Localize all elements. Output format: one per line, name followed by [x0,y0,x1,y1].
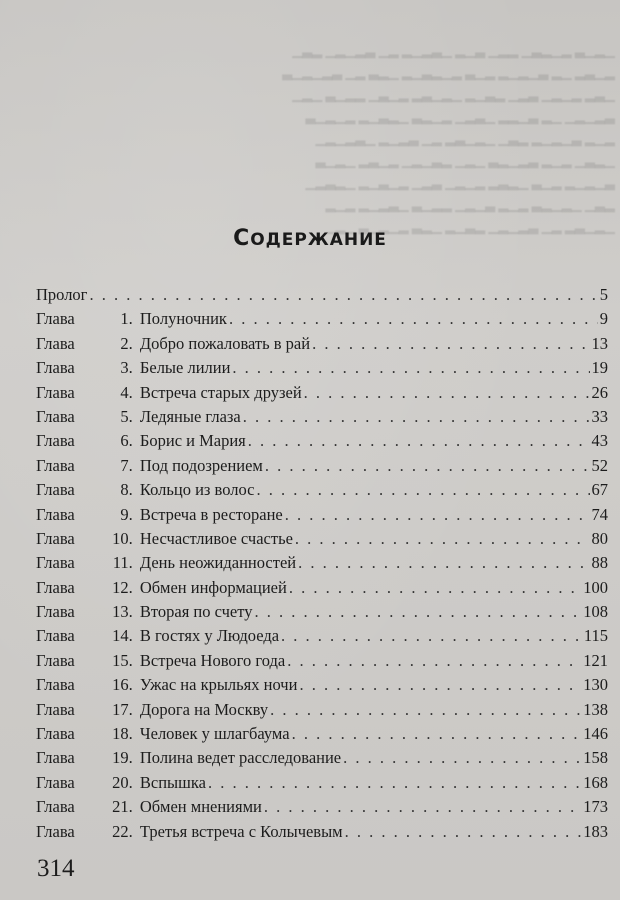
toc-page-number: 80 [591,528,608,548]
toc-entry-label [36,454,263,478]
toc-entry-label [36,503,283,527]
toc-chapter-word: Глава [36,504,75,524]
toc-page-number: 26 [591,382,608,402]
toc-chapter-title: Встреча старых друзей [139,382,302,402]
dot-leader [248,429,590,453]
toc-page-number: 158 [583,748,608,768]
dot-leader [208,771,581,795]
toc-page-number: 130 [583,675,608,695]
toc-page-number: 52 [591,455,608,475]
toc-entry [36,624,608,648]
toc-entry-label [36,332,310,356]
toc-chapter-word: Глава [36,748,75,768]
toc-page-number: 138 [583,699,608,719]
toc-chapter-number: 4. [120,382,133,402]
toc-entry-label [36,722,290,746]
bleed-through-text: ▁▂▁▃ ▂▁▂▃▁ ▂▂▁ ▃▁▂ ▁▃▂▁▂ ▂▁ ▃▂▁▂▁ ▂▃▁ ▂▁▃▂ ▁▂ ▃▁▂▁▂ ▂▁▃ ▂▁▂▃▁▂ ▁▂▃ ▂▁ ▃▂▁▂▁▃ ▁▃▂ ▂▁▂▁ ▃▂▁ ▂▃▁▂ ▁▂▁▃▂ ▂▁▃▁ ▂▂▁▃ ▁▂▁ ▃▂▁▂▁ ▁▂ ▃▁▂▂ ▁▃▂▁ ▂▁▂▃ ▁▂▃▁▂ ▂▁▂▁▃ ▂▁▂ ▃▁▂▁▂ ▂▃▁ ▁▂▁▃▂ ▂▁ ▃▂▁▂ ▁▃▂▁▂▁ ▁▂▃▁ ▂▁▂ ▃▂▁▂▃ ▁▂▁ ▂▃▁▂▁ ▂▁▃▂ ▁▂▁▃ ▃▁▂▁▂ ▂▁▃ ▁▂▃▂ ▂▁▂▁ ▃▂▁ ▂▁▃▁▂ ▁▂▃▂▁ ▂▃▁ ▁▂▁▂▃ ▂▁▂ ▃▁▂▁ ▂▂▁▃ ▁▃▂▁▂ ▂▁▂ ▁▂▁▃▂ ▂▁ ▃▂▁▂▁ ▂▃▁▂ ▁▂▃ ▂▁▂▁▃ ▁▂▁ [282,43,615,234]
toc-entry-label [36,771,206,795]
toc-chapter-title: Кольцо из волос [139,480,255,500]
toc-page-number: 100 [583,577,608,597]
toc-chapter-number: 14. [112,626,133,646]
toc-chapter-number: 15. [112,650,133,670]
toc-entry-label [36,820,343,844]
toc-entry-label [36,356,230,380]
toc-chapter-number: 19. [112,748,133,768]
toc-page-number: 168 [583,772,608,792]
toc-entry [36,576,608,600]
dot-leader [343,746,581,770]
toc-entry-label [36,551,296,575]
toc-chapter-number: 9. [120,504,133,524]
toc-entry [36,600,608,624]
toc-entry-label [36,307,227,331]
toc-entry-label [36,624,279,648]
toc-chapter-title: Борис и Мария [139,431,246,451]
dot-leader [255,600,582,624]
toc-chapter-title: Дорога на Москву [139,699,269,719]
toc-chapter-number: 7. [120,455,133,475]
dot-leader [289,576,581,600]
toc-chapter-title: Белые лилии [139,358,231,378]
toc-chapter-word: Глава [36,406,75,426]
toc-chapter-word: Глава [36,797,75,817]
dot-leader [312,332,589,356]
toc-chapter-title: Обмен мнениями [139,797,262,817]
toc-chapter-word: Глава [36,333,75,353]
toc-chapter-number: 18. [112,724,133,744]
toc-page-number: 115 [583,626,608,646]
toc-entry-label [36,649,285,673]
toc-chapter-number: 11. [112,553,133,573]
dot-leader [265,454,590,478]
toc-chapter-word: Глава [36,626,75,646]
dot-leader [304,381,590,405]
page-title: СОДЕРЖАНИЕ [233,226,387,251]
toc-chapter-word: Глава [36,821,75,841]
dot-leader [232,356,589,380]
toc-chapter-word: Глава [36,382,75,402]
toc-entry [36,820,608,844]
toc-chapter-title: Третья встреча с Колычевым [139,821,343,841]
dot-leader [229,307,598,331]
toc-entry [36,356,608,380]
toc-entry-label [36,698,268,722]
dot-leader [298,551,589,575]
toc-page-number: 67 [591,480,608,500]
page-number: 314 [37,855,75,882]
toc-chapter-word: Глава [36,675,75,695]
toc-chapter-title: Полуночник [139,309,227,329]
toc-entry [36,405,608,429]
toc-chapter-title: Обмен информацией [139,577,287,597]
toc-entry-label [36,576,287,600]
dot-leader [299,673,581,697]
toc-entry-label [36,429,246,453]
toc-chapter-title: Человек у шлагбаума [139,724,290,744]
toc-chapter-word: Глава [36,772,75,792]
toc-chapter-title: Полина ведет расследование [139,748,342,768]
toc-entry [36,551,608,575]
dot-leader [295,527,590,551]
dot-leader [89,283,597,307]
dot-leader [285,503,590,527]
toc-page-number: 9 [599,309,608,329]
toc-chapter-number: 8. [120,480,133,500]
toc-entry [36,381,608,405]
toc-chapter-word: Глава [36,650,75,670]
toc-chapter-word: Глава [36,724,75,744]
toc-chapter-word: Глава [36,577,75,597]
toc-page-number: 74 [591,504,608,524]
toc-entry-label [36,600,253,624]
toc-entry [36,307,608,331]
toc-chapter-title: Несчастливое счастье [139,528,293,548]
toc-chapter-title: Под подозрением [139,455,263,475]
toc-chapter-title: Ледяные глаза [139,406,241,426]
toc-chapter-word: Глава [36,358,75,378]
toc-chapter-word: Глава [36,699,75,719]
toc-entry [36,722,608,746]
toc-entry [36,746,608,770]
toc-page-number: 183 [583,821,608,841]
toc-chapter-title: Встреча Нового года [139,650,286,670]
toc-chapter-word: Глава [36,309,75,329]
toc-chapter-word: Глава [36,528,75,548]
dot-leader [345,820,582,844]
dot-leader [243,405,590,429]
toc-chapter-title: Встреча в ресторане [139,504,283,524]
toc-chapter-word: Пролог [36,285,88,304]
toc-entry-label [36,673,297,697]
toc-entry [36,429,608,453]
dot-leader [287,649,581,673]
toc-page-number: 173 [583,797,608,817]
toc-chapter-number: 12. [112,577,133,597]
toc-chapter-title: День неожиданностей [139,553,297,573]
dot-leader [292,722,582,746]
toc-chapter-number: 17. [112,699,133,719]
toc-chapter-word: Глава [36,553,75,573]
toc-entry [36,771,608,795]
toc-entry-label [36,405,241,429]
table-of-contents [36,283,608,844]
toc-entry-label [36,795,262,819]
toc-entry [36,454,608,478]
toc-entry [36,332,608,356]
toc-chapter-word: Глава [36,455,75,475]
toc-entry-label [36,381,302,405]
toc-page-number: 43 [591,431,608,451]
toc-entry [36,795,608,819]
toc-entry-label [36,527,293,551]
dot-leader [281,624,582,648]
toc-page-number: 13 [591,333,608,353]
toc-chapter-number: 22. [112,821,133,841]
toc-chapter-title: В гостях у Людоеда [139,626,280,646]
dot-leader [264,795,581,819]
toc-entry [36,503,608,527]
toc-page-number: 19 [591,358,608,378]
toc-page-number: 5 [599,285,608,304]
toc-entry [36,649,608,673]
toc-chapter-title: Вспышка [139,772,206,792]
toc-page-number: 88 [591,553,608,573]
toc-chapter-number: 10. [112,528,133,548]
toc-chapter-title: Ужас на крыльях ночи [139,675,298,695]
toc-entry [36,283,608,307]
toc-entry [36,527,608,551]
toc-entry-label [36,746,341,770]
toc-page-number: 33 [591,406,608,426]
toc-chapter-number: 3. [120,358,133,378]
toc-chapter-number: 1. [120,309,133,329]
toc-chapter-number: 5. [120,406,133,426]
toc-chapter-word: Глава [36,602,75,622]
toc-page-number: 121 [583,650,608,670]
toc-entry [36,478,608,502]
toc-chapter-number: 20. [112,772,133,792]
toc-chapter-number: 21. [112,797,133,817]
dot-leader [270,698,581,722]
toc-entry-label [36,283,87,307]
toc-entry [36,673,608,697]
toc-chapter-title: Вторая по счету [139,602,253,622]
toc-chapter-number: 6. [120,431,133,451]
toc-chapter-title: Добро пожаловать в рай [139,333,311,353]
dot-leader [256,478,589,502]
toc-chapter-number: 16. [112,675,133,695]
toc-entry [36,698,608,722]
toc-chapter-word: Глава [36,480,75,500]
toc-entry-label [36,478,254,502]
toc-chapter-number: 2. [120,333,133,353]
toc-chapter-number: 13. [112,602,133,622]
toc-page-number: 108 [583,602,608,622]
toc-page-number: 146 [583,724,608,744]
toc-chapter-word: Глава [36,431,75,451]
